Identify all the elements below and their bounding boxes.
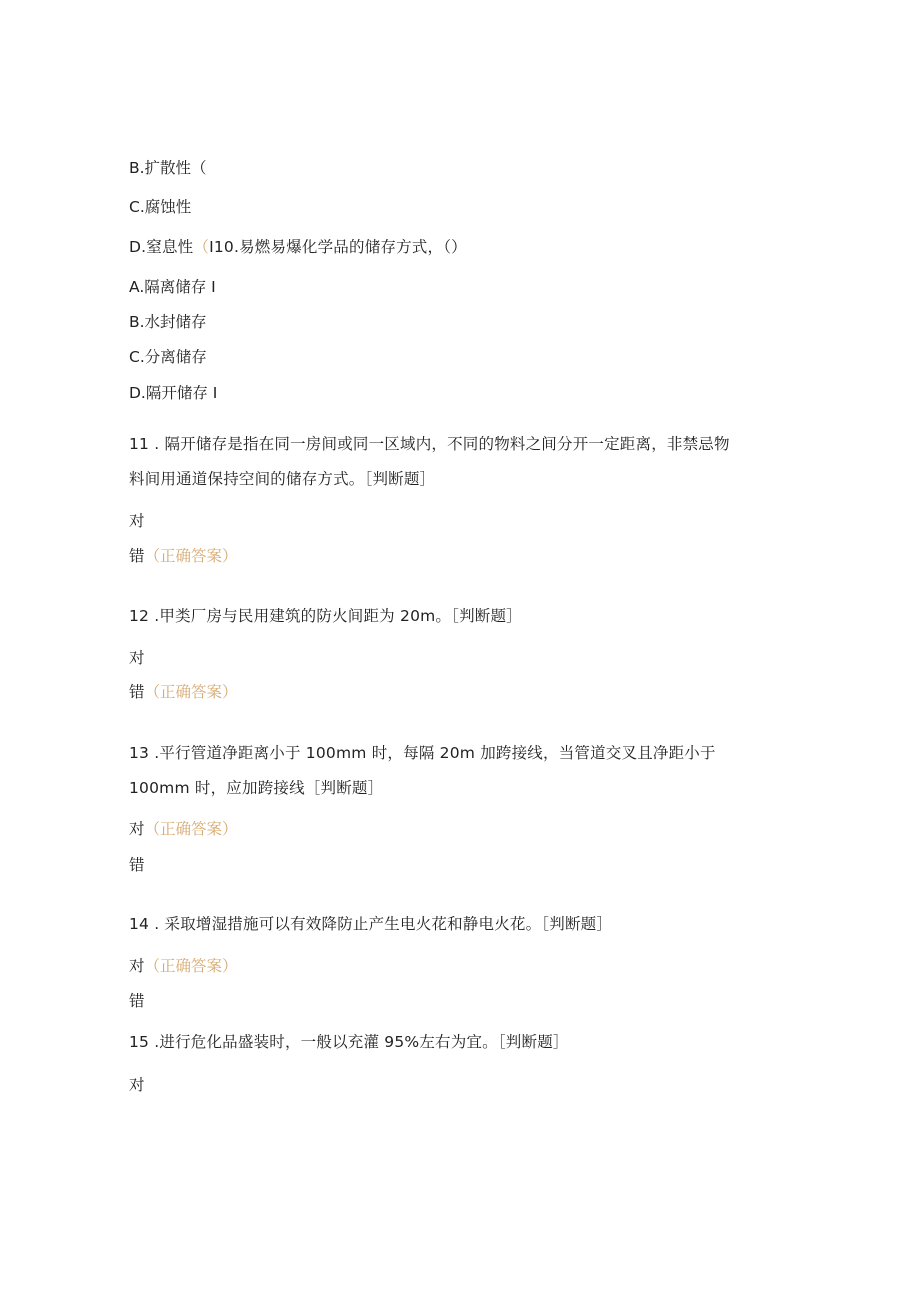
- q10-question-text: I10.易燃易爆化学品的储存方式，（）: [209, 238, 467, 256]
- q10-option-d: D.隔开储存 I: [129, 384, 218, 402]
- q13-option-true-line: [129, 818, 238, 840]
- q15-option-true: 对: [129, 1076, 145, 1094]
- q13-correct-answer: （正确答案）: [144, 820, 238, 838]
- q15-question-line1: 15 .进行危化品盛装时，一般以充灌 95%左右为宜。［判断题］: [129, 1033, 569, 1051]
- q11-question-line1: 11 . 隔开储存是指在同一房间或同一区域内，不同的物料之间分开一定距离，非禁忌物: [129, 435, 730, 453]
- q14-option-false: 错: [129, 992, 145, 1010]
- q9-option-d: D.窒息性: [129, 238, 194, 256]
- q13-option-true: 对: [129, 820, 145, 838]
- q11-correct-answer: （正确答案）: [144, 547, 238, 565]
- q13-option-false: 错: [129, 856, 145, 874]
- q13-question-line2: 100mm 时，应加跨接线［判断题］: [129, 779, 384, 797]
- q14-option-true: 对: [129, 957, 145, 975]
- q9-option-d-paren: （: [193, 238, 210, 256]
- q12-option-true: 对: [129, 649, 145, 667]
- q14-correct-answer: （正确答案）: [144, 957, 238, 975]
- q12-option-false-line: [129, 681, 238, 703]
- q9-option-b: B.扩散性（: [129, 159, 207, 177]
- q14-question-line1: 14 . 采取增湿措施可以有效降防止产生电火花和静电火花。［判断题］: [129, 915, 613, 933]
- q11-question-line2: 料间用通道保持空间的储存方式。［判断题］: [129, 470, 436, 488]
- q9-option-d-line: [129, 236, 467, 258]
- q9-option-c: C.腐蚀性: [129, 198, 192, 216]
- q11-option-false: 错: [129, 547, 145, 565]
- q13-question-line1: 13 .平行管道净距离小于 100mm 时，每隔 20m 加跨接线，当管道交叉且净距小于: [129, 744, 716, 762]
- q10-option-c: C.分离储存: [129, 348, 207, 366]
- q12-correct-answer: （正确答案）: [144, 683, 238, 701]
- q10-option-a: A.隔离储存 I: [129, 278, 216, 296]
- q14-option-true-line: [129, 955, 238, 977]
- q10-option-b: B.水封储存: [129, 313, 207, 331]
- q12-question-line1: 12 .甲类厂房与民用建筑的防火间距为 20m。［判断题］: [129, 607, 522, 625]
- q11-option-false-line: [129, 545, 238, 567]
- q11-option-true: 对: [129, 512, 145, 530]
- q12-option-false: 错: [129, 683, 145, 701]
